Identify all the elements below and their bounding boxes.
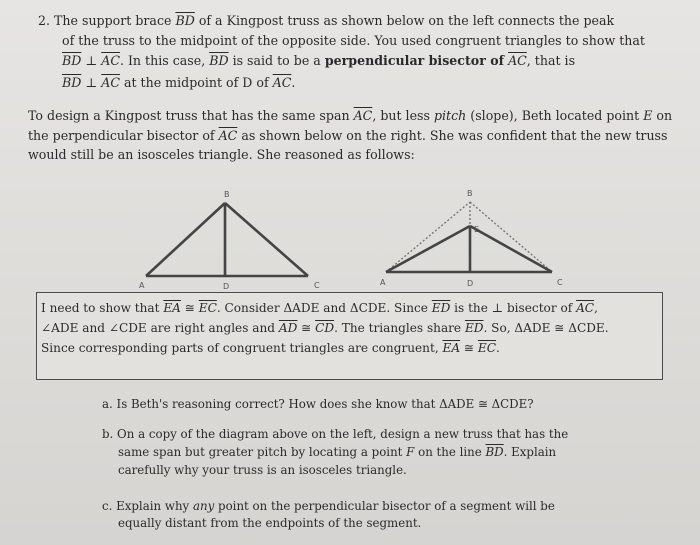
question-b-line-1: b. On a copy of the diagram above on the left, design a new truss that has the xyxy=(102,427,569,441)
right-truss-side-ae xyxy=(386,226,470,272)
right-truss-dashed-ab xyxy=(386,202,470,272)
right-truss-side-ec xyxy=(470,226,552,272)
reasoning-line-2: ∠ADE and ∠CDE are right angles and $\overline{AD}$ ≅ $\overline{CD}$. The triangles share $\overline{ED}$. So, ΔADE ≅ ΔCDE. xyxy=(41,321,609,335)
right-label-d: D xyxy=(467,279,474,288)
paragraph-line-3: would still be an isosceles triangle. She reasoned as follows: xyxy=(28,147,415,162)
left-label-a: A xyxy=(139,281,145,290)
left-truss-side-ab xyxy=(146,203,225,276)
left-truss-diagram xyxy=(146,203,308,276)
right-label-e: E xyxy=(474,225,480,234)
paragraph-line-1: To design a Kingpost truss that has the same span $\overline{AC}$, but less pitch (slope), Beth located point E on xyxy=(28,108,673,123)
reasoning-box xyxy=(36,292,663,380)
right-truss-dashed-bc xyxy=(470,202,552,272)
problem-line-3: $\overline{BD}$ ⊥ $\overline{AC}$. In this case, $\overline{BD}$ is said to be a perpendicular bisector of $\overline{AC}$, that is xyxy=(62,53,576,68)
question-c-line-1: c. Explain why any point on the perpendicular bisector of a segment will be xyxy=(102,499,555,513)
problem-line-4: $\overline{BD}$ ⊥ $\overline{AC}$ at the midpoint of D of $\overline{AC}$. xyxy=(62,75,296,90)
left-label-b: B xyxy=(224,190,230,199)
question-c-line-2: equally distant from the endpoints of the segment. xyxy=(118,516,422,530)
right-label-b: B xyxy=(467,189,473,198)
reasoning-line-1: I need to show that $\overline{EA}$ ≅ $\overline{EC}$. Consider ΔADE and ΔCDE. Since $\overline{ED}$ is the ⊥ bisector of $\overline{AC}$, xyxy=(41,301,598,315)
left-label-c: C xyxy=(314,281,320,290)
left-label-d: D xyxy=(223,282,230,291)
right-label-a: A xyxy=(380,278,386,287)
problem-line-2: of the truss to the midpoint of the opposite side. You used congruent triangles to show that xyxy=(62,33,645,48)
problem-line-1: 2. The support brace $\overline{BD}$ of a Kingpost truss as shown below on the left connects the peak xyxy=(38,13,615,28)
question-a: a. Is Beth's reasoning correct? How does she know that ΔADE ≅ ΔCDE? xyxy=(102,397,534,411)
left-truss-side-bc xyxy=(225,203,308,276)
right-truss-diagram xyxy=(386,202,552,272)
question-b-line-3: carefully why your truss is an isosceles triangle. xyxy=(118,463,407,477)
reasoning-line-3: Since corresponding parts of congruent triangles are congruent, $\overline{EA}$ ≅ $\overline{EC}$. xyxy=(41,341,500,355)
question-b-line-2: same span but greater pitch by locating a point F on the line $\overline{BD}$. Explain xyxy=(118,445,557,459)
paragraph-line-2: the perpendicular bisector of $\overline{AC}$ as shown below on the right. She was confident that the new truss xyxy=(28,128,668,143)
right-label-c: C xyxy=(557,278,563,287)
